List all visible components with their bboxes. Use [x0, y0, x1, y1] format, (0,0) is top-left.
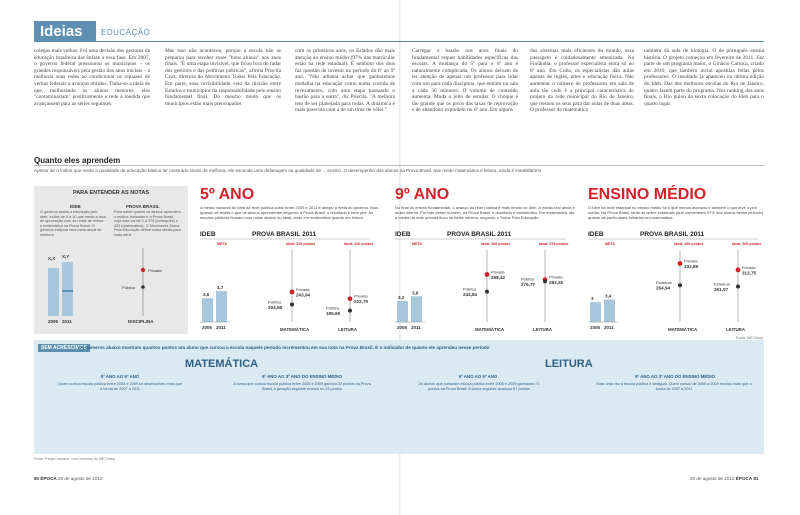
ideb-value: 4,7 [217, 284, 224, 290]
publica-value: 204,58 [268, 305, 283, 311]
privada-label: Privada [742, 264, 756, 270]
prova-label: PROVA BRASIL 2011 [252, 231, 317, 238]
infographic-title: Quanto eles aprendem [34, 156, 121, 165]
folio-left-page: 80 [34, 476, 40, 481]
dot-publica [543, 279, 547, 283]
section-tab: Ideias [34, 21, 96, 41]
explainer-prova-text: Para saber quanto os alunos aprendem, o melhor indicador é a Prova Brasil, cuja nota vai de 0 a 375 (português) e 425 (matemática). O Movimento Todos Pela Educação define notas ideais para cada série [114, 210, 182, 237]
source-top: Fonte: MEC/Inep [736, 336, 764, 340]
folio-left-mag: ÉPOCA [40, 476, 57, 481]
axis-name: MATEMÁTICA [668, 327, 698, 332]
explainer-bar-label-2: X,Y [62, 254, 70, 259]
dot-publica [348, 309, 352, 313]
ideal-label: Ideal: 350 pontos [674, 242, 704, 246]
explainer-year-1: 2005 [48, 319, 59, 324]
dot-publica [290, 303, 294, 307]
text-column-2: Mas isso não aconteceu, porque a escola não se preparou para receber esses "bons alunos" nos anos finais. "É uma etapa invisível, que ficou fora do radar dos gestores e das políticas públicas", afirma Priscila Cruz, diretora do Movimento Todos Pela Educação. Em parte, essa invisibilidade veio da divisão entre Estados e municípios da responsabilidade pelo ensino fundamental final. Do mesmo modo que os municípios estão mais preocupados [165, 48, 281, 107]
ideb-bar [216, 291, 227, 322]
axis-name: LEITURA [533, 327, 553, 332]
band-title-matematica: MATEMÁTICA [185, 358, 259, 370]
section-subtitle: EDUCAÇÃO [101, 28, 151, 37]
ideb-value: 3,9 [412, 290, 419, 296]
text-column-5: dos sistemas mais eficientes do mundo, essa passagem é cuidadosamente amenizada. Na Finlândia, o professor especialista entra só no 8º ano. Em Cuba, os especialistas dão aulas apenas de inglês, artes e educação física. Não aumentar o número de professores em sala de aula tão cedo é a principal característica do projeto da rede municipal do Rio de Janeiro, que treinou os seus para dar aulas de duas áreas. O professor de matemática [530, 48, 634, 114]
explainer-bar-2005 [48, 268, 59, 316]
card-3-head: 5º ANO AO 9º ANO [458, 374, 498, 379]
ideb-label: IDEB [395, 231, 411, 238]
privada-value: 332,89 [684, 263, 699, 269]
publica-label: Pública [463, 286, 477, 292]
ideb-value: 3 [591, 296, 594, 302]
card-1-text: Quem cursou escola pública entre 2005 e 2009 se desenvolveu mais que a turma de 2007 a 2011 [58, 382, 182, 391]
ideb-year: 2011 [411, 325, 421, 330]
privada-label: Privada [354, 293, 368, 299]
panels-layer [200, 231, 761, 332]
ideb-year: 2005 [397, 325, 408, 330]
ideb-bar [604, 300, 615, 322]
publica-value: 276,77 [521, 281, 536, 287]
dot-publica [736, 284, 740, 288]
publica-label: Pública [326, 305, 340, 311]
folio-right-mag: ÉPOCA [735, 476, 753, 481]
publica-label: Estadual [656, 280, 672, 286]
ideb-bar [411, 296, 422, 322]
dot-privada [736, 268, 741, 273]
publica-value: 264,94 [656, 285, 671, 291]
explainer-bar-label-1: X,X [48, 256, 56, 261]
card-4-head: 9º ANO AO 3º ANO DO ENSINO MÉDIO [634, 374, 716, 379]
panel-medio-heading: ENSINO MÉDIO [588, 186, 707, 203]
publica-value: 244,84 [463, 292, 478, 298]
panel-9ano-heading: 9º ANO [395, 186, 450, 203]
folio-right-date: 20 de agosto de 2012 [690, 476, 735, 481]
publica-label: Estadual [714, 281, 730, 287]
publica-label: Pública [268, 299, 282, 305]
folio-left [34, 476, 102, 481]
prova-label: PROVA BRASIL 2011 [640, 231, 705, 238]
ideal-label: Ideal: 225 pontos [286, 242, 316, 246]
meta-label: META [605, 242, 615, 246]
publica-value: 185,69 [326, 311, 341, 317]
explainer-meta-line [62, 290, 73, 292]
axis-name: MATEMÁTICA [475, 327, 505, 332]
meta-label: META [217, 242, 227, 246]
ideb-year: 2011 [216, 325, 226, 330]
text-column-1: colegas mais velhos. Foi uma decisão dos gestores da educação brasileira dar ênfase a essa fase. Em 2007, o governo federal pressionou os municípios – os grandes responsáveis pela gestão dos anos iniciais – a melhorar suas redes ao condicionar os repasses de verbas federais a avanços obtidos. Tinha-se a ideia de que, melhorando os alunos menores, eles "contaminariam" positivamente a rede à medida que avançassem para as séries seguintes. [34, 48, 150, 107]
panel-5ano [200, 186, 380, 220]
explainer-prova-head: PROVA BRASIL [126, 204, 160, 209]
ideb-bar [202, 298, 213, 322]
panel-5ano-text: A média nacional do Ideb da rede pública subiu entre 2005 e 2011 e atingiu a meta do governo. Mas, quando se avalia o que os alunos aprenderam segundo a Prova Brasil, o resultado é bem pior. As escolas públicas ficaram com notas abaixo do ideal, tanto em matemática quanto em leitura [200, 205, 379, 220]
ideb-year: 2005 [590, 325, 601, 330]
card-2-head: 9º ANO AO 3º ANO DO ENSINO MÉDIO [261, 374, 343, 379]
panel-chart-2 [588, 231, 761, 332]
privada-label: Privada [549, 274, 563, 280]
ideal-label: Ideal: 275 pontos [539, 242, 569, 246]
band-title-leitura: LEITURA [545, 358, 593, 370]
dot-privada [485, 272, 490, 277]
panel-ensino-medio [588, 186, 764, 220]
panel-chart-1 [395, 231, 568, 332]
meta-label: META [412, 242, 422, 246]
privada-label: Privada [296, 286, 310, 292]
explainer-axis-label: DISCIPLINA [128, 319, 154, 324]
ideb-value: 3,4 [605, 293, 612, 299]
ideb-label: IDEB [588, 231, 604, 238]
dot-privada [290, 290, 295, 295]
axis-name: LEITURA [726, 327, 746, 332]
privada-label: Privada [684, 258, 698, 264]
bottom-band [34, 340, 764, 454]
explainer-ideb-head: IDEB [70, 204, 81, 209]
dot-publica [678, 283, 682, 287]
card-3-text: Os alunos que cursaram escola pública entre 2005 e 2009 ganharam 71 pontos na Prova Brasil. A turma seguinte avançou 67 pontos [418, 382, 540, 391]
source-note: Fonte: Paula Louzano, com números do MEC/Inep [34, 457, 115, 461]
ideal-label: Ideal: 300 pontos [481, 242, 511, 246]
dot-privada [678, 261, 683, 266]
explainer-publica-label: Pública [122, 285, 136, 290]
ideb-label: IDEB [200, 231, 216, 238]
ideb-value: 3,2 [398, 294, 405, 300]
axis-name: MATEMÁTICA [280, 327, 310, 332]
privada-value: 222,70 [354, 299, 369, 305]
publica-value: 261,07 [714, 286, 729, 292]
card-2-text: A turma que cursou escola pública entre 2005 e 2009 ganhou 32 pontos na Prova Brasil. A geração seguinte evoluiu só 23 pontos [233, 382, 371, 391]
publica-label: Pública [521, 276, 535, 282]
explainer-dot-publica [141, 285, 145, 289]
privada-label: Privada [491, 269, 505, 275]
card-4-text: Mais uma vez a escola pública é desigual. Quem cursou de 2005 a 2009 evoluiu mais que a turma de 2007 a 2011 [596, 382, 752, 391]
panel-9ano [395, 186, 575, 220]
card-1-head: 5º ANO AO 9º ANO [100, 374, 140, 379]
ideb-value: 3,6 [203, 292, 210, 298]
text-column-3: com os primeiros anos, os Estados dão mais atenção ao ensino médio (97% das matrículas estão na rede estadual). É nenhum dos dois faz questão de investir no período do 6º ao 9º ano. "Não adianta achar que ganharemos medalha na educação como numa corrida de revezamento, com uma etapa passando o bastão para a outra", diz Priscila. "A melhora tem de ser planejada para todas. A dinâmica é mais parecida com a de um time de vôlei." [295, 48, 395, 114]
text-column-4: Carregar o bastão nos anos finais do fundamental requer habilidades específicas das escolas. A mudança do 5º para o 6º ano é naturalmente complicada. Os alunos deixam de ter atenção de apenas um professor para lidar com um para cada disciplina, que entram na sala a cada 30 minutos. O volume de conteúdo aumenta. Muda o jeito de estudar. O choque é tão grande que os picos das taxas de reprovação e de abandono explodem no 6º ano. Em alguns [412, 48, 518, 114]
privada-value: 298,42 [491, 275, 506, 281]
folio-right [690, 476, 758, 481]
infographic-intro: Apesar de o índice que mede a qualidade da educação básica ter mostrado sinais de melhora, ele esconde uma defasagem na qualidade de ... ensino. O desempenho dos alunos na Prova Brasil, que mede matemática e leitura, ainda é insatisfatório [34, 168, 542, 173]
explainer-year-2: 2011 [62, 319, 72, 324]
panel-9ano-text: No final do ensino fundamental, o avanço da rede pública é mais tímido no Ideb. A média real ainda é muito inferior. Por trás desse número, na Prova Brasil, o resultado é catastrófico. Em matemática, até a média da rede privada ficou no limite mínimo, segundo o Todos Pela Educação [395, 205, 575, 220]
explainer-dot-privada [141, 268, 145, 272]
panel-chart-0 [200, 231, 373, 332]
explainer-bar-2011 [62, 262, 73, 316]
ideal-label: Ideal: 300 pontos [732, 242, 762, 246]
folio-right-page: 81 [753, 476, 759, 481]
prova-label: PROVA BRASIL 2011 [447, 231, 512, 238]
privada-value: 243,94 [296, 292, 311, 298]
text-column-6: também dá aula de biologia. O de português ensina história. O projeto começou em fevereiro de 2011. Faz parte de um programa maior, o Ginásio Carioca, criado em 2010, que também inclui apostilas feitas pelos professores. O resultado já apareceu na última edição do Ideb. Das dez melhores escolas do Rio de Janeiro, quatro fazem parte do programa. Nos ranking dos anos finais, o Rio pulou da sexta colocação do Ideb para o quarto lugar. [644, 48, 764, 107]
explainer-title: PARA ENTENDER AS NOTAS [72, 190, 150, 196]
folio-left-date: 20 de agosto de 2012 [58, 476, 103, 481]
explainer-ideb-text: O governo avalia a educação pelo Ideb, índice de 0 a 10 que mede a taxa de aprovação com as notas de leitura e matemática na Prova Brasil. O governo estipula uma meta anual de melhora [40, 210, 106, 237]
dot-privada [348, 296, 353, 301]
band-tag: SEM ACRÉSCIMOS [38, 344, 90, 352]
ideb-bar [397, 301, 408, 322]
ideal-label: Ideal: 200 pontos [344, 242, 374, 246]
ideb-year: 2011 [604, 325, 614, 330]
panel-medio-text: O Ideb da rede estadual no ensino médio foi o que menos avançou e também o que teve o pior média. Na Prova Brasil, tanto as redes estaduais (que concentram 97% dos alunos desse período) quanto as particulares falharam em matemática [588, 205, 764, 220]
axis-name: LEITURA [338, 327, 358, 332]
privada-value: 312,75 [742, 270, 757, 276]
dot-publica [485, 290, 489, 294]
explainer-privada-label: Privada [148, 268, 162, 273]
ideb-year: 2005 [202, 325, 213, 330]
band-intro: Os números abaixo mostram quantos pontos um aluno que cursou a escola naquele período incrementou em sua nota na Prova Brasil. É o indicador de quanto ele aprendeu nesse período [78, 345, 490, 350]
panel-5ano-heading: 5º ANO [200, 186, 255, 203]
privada-value: 282,25 [549, 280, 564, 286]
ideb-bar [590, 302, 601, 322]
